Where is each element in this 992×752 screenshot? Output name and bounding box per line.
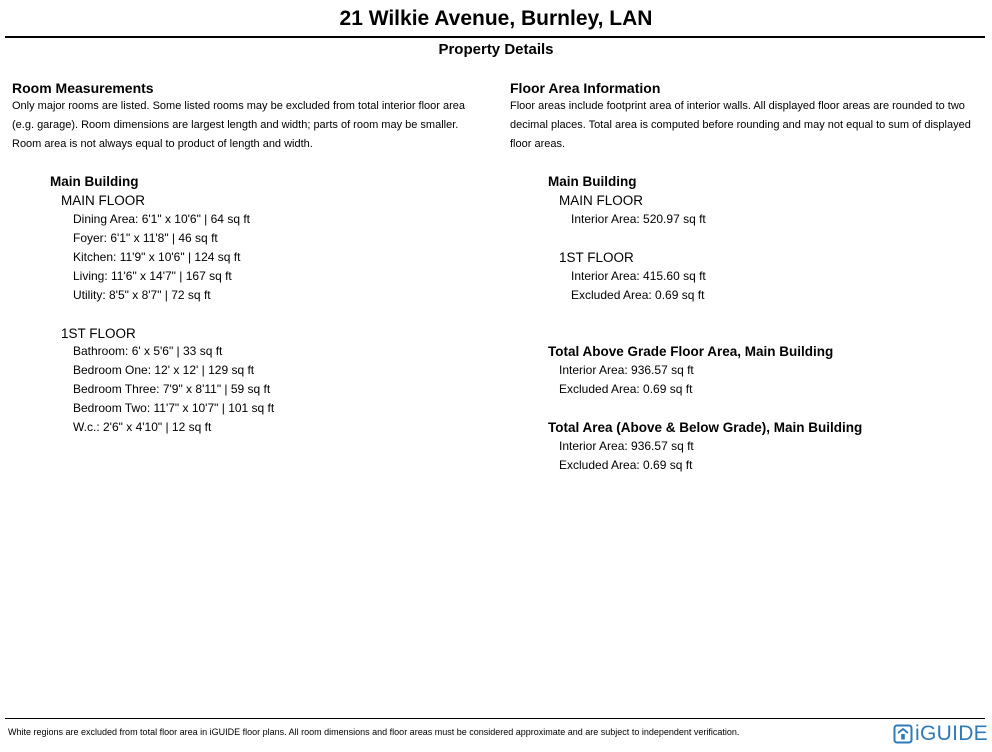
total-above-grade-list [559,361,694,399]
room-item: Bedroom Three: 7'9" x 8'11" | 59 sq ft [73,382,271,396]
iguide-logo-text: iGUIDE [915,722,988,745]
total-area-title: Total Area (Above & Below Grade), Main Building [548,420,863,435]
area-item: Interior Area: 415.60 sq ft [571,269,706,283]
area-item: Excluded Area: 0.69 sq ft [559,458,693,472]
room-measurements-description: Only major rooms are listed. Some listed rooms may be excluded from total interior floor area (e.g. garage). Room dimensions are largest length and width; parts of room may be smaller. Room area is not always equal to product of length and width. [12,100,466,150]
area-floor-label: MAIN FLOOR [559,193,644,208]
room-item: Bedroom Two: 11'7" x 10'7" | 101 sq ft [73,401,275,415]
room-item: Bedroom One: 12' x 12' | 129 sq ft [73,363,255,377]
room-item: Kitchen: 11'9" x 10'6" | 124 sq ft [73,250,241,264]
total-area-list [559,437,694,475]
area-item: Interior Area: 936.57 sq ft [559,439,694,453]
area-item: Interior Area: 520.97 sq ft [571,212,706,226]
room-floor-label: MAIN FLOOR [61,193,146,208]
area-building-title: Main Building [548,174,637,189]
room-list-first-floor [73,342,274,437]
footer-divider [5,718,985,719]
room-item: Utility: 8'5" x 8'7" | 72 sq ft [73,288,211,302]
room-item: Dining Area: 6'1" x 10'6" | 64 sq ft [73,212,250,226]
floor-area-description: Floor areas include footprint area of interior walls. All displayed floor areas are rounded to two decimal places. Total area is computed before rounding and may not equal to sum of displayed floor areas. [510,100,971,150]
floor-area-heading: Floor Area Information [510,80,661,96]
room-item: W.c.: 2'6" x 4'10" | 12 sq ft [73,420,212,434]
room-measurements-heading: Room Measurements [12,80,154,96]
room-item: Foyer: 6'1" x 11'8" | 46 sq ft [73,231,218,245]
footer-disclaimer: White regions are excluded from total floor area in iGUIDE floor plans. All room dimensions and floor areas must be considered approximate and are subject to independent verification. [8,727,740,737]
room-building-title: Main Building [50,174,139,189]
room-item: Living: 11'6" x 14'7" | 167 sq ft [73,269,232,283]
room-item: Bathroom: 6' x 5'6" | 33 sq ft [73,344,223,358]
iguide-logo [893,721,988,747]
page-subtitle: Property Details [438,41,554,58]
area-item: Interior Area: 936.57 sq ft [559,363,694,377]
iguide-logo-icon [893,724,913,744]
room-list-main-floor [73,210,250,305]
area-list-first-floor [571,267,706,305]
area-floor-label: 1ST FLOOR [559,250,634,265]
total-above-grade-title: Total Above Grade Floor Area, Main Building [548,344,834,359]
area-list-main-floor [571,210,706,229]
area-item: Excluded Area: 0.69 sq ft [571,288,705,302]
area-item: Excluded Area: 0.69 sq ft [559,382,693,396]
page-title: 21 Wilkie Avenue, Burnley, LAN [339,7,653,30]
title-divider [5,36,985,38]
room-floor-label: 1ST FLOOR [61,326,136,341]
